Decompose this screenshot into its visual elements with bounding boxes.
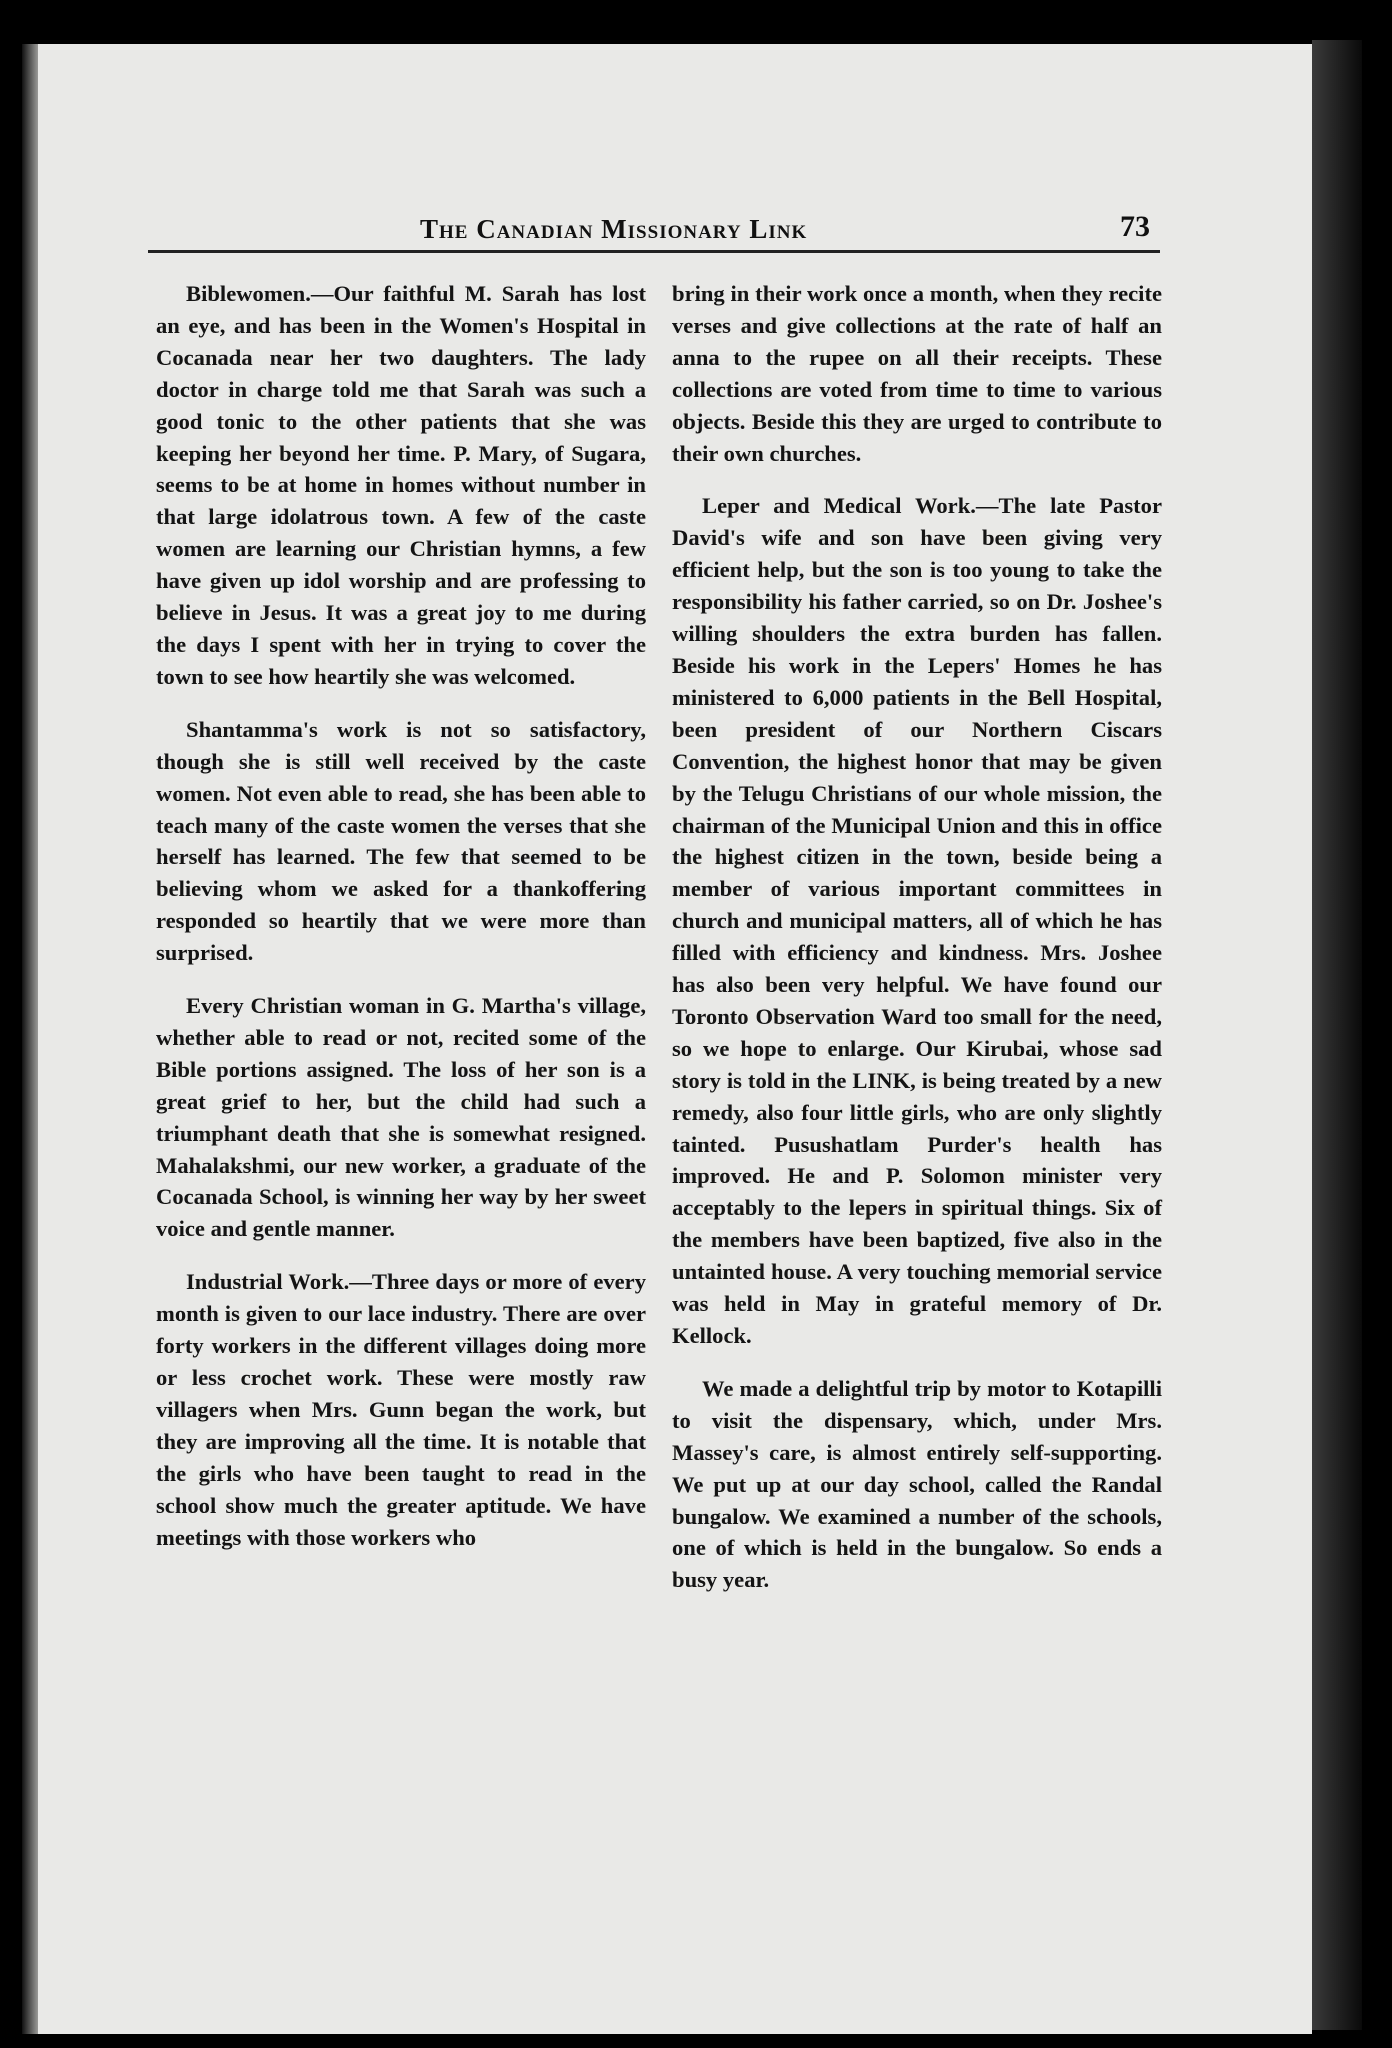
page-edge-band xyxy=(1312,40,1362,2030)
page-number: 73 xyxy=(1120,210,1150,243)
right-column xyxy=(672,278,1162,1617)
paragraph-shantamma: Shantamma's work is not so satisfactory, though she is still well received by the caste women. Not even able to read, she has been able to teach many of the caste women the verses that she herself has learned. The few that seemed to be believing whom we asked for a thankoffering responded so heartily that we were more than surprised. xyxy=(156,716,646,966)
paragraph-industrial-work: Industrial Work.—Three days or more of every month is given to our lace industry. There are over forty workers in the different villages doing more or less crochet work. These were mostly raw villagers when Mrs. Gunn began the work, but they are improving all the time. It is notable that the girls who have been taught to read in the school show much the greater aptitude. We have meetings with those workers who xyxy=(156,1269,646,1550)
page-header xyxy=(150,210,1160,250)
paragraph-leper-medical-work: Leper and Medical Work.—The late Pastor David's wife and son have been giving very efficient help, but the son is too young to take the responsibility his father carried, so on Dr. Joshee's willing shoulders the extra burden has fallen. Beside his work in the Lepers' Homes he has ministered to 6,000 patients in the Bell Hospital, been president of our Northern Ciscars Convention, the highest honor that may be given by the Telugu Christians of our whole mission, the chairman of the Municipal Union and this in office the highest citizen in the town, beside being a member of various important committees in church and municipal matters, all of which he has filled with efficiency and kindness. Mrs. Joshee has also been very helpful. We have found our Toronto Observation Ward too small for the need, so we hope to enlarge. Our Kirubai, whose sad story is told in the LINK, is being treated by a new remedy, also four little girls, who are only slightly tainted. Pusushatlam Purder's health has improved. He and P. Solomon minister very acceptably to the lepers in spiritual things. Six of the members have been baptized, five also in the untainted house. A very touching memorial service was held in May in grateful memory of Dr. Kellock. xyxy=(672,493,1162,1348)
left-column xyxy=(156,278,646,1574)
paragraph-martha-village: Every Christian woman in G. Martha's village, whether able to read or not, recited some of the Bible portions assigned. The loss of her son is a great grief to her, but the child had such a triumphant death that she is somewhat resigned. Mahalakshmi, our new worker, a graduate of the Cocanada School, is winning her way by her sweet voice and gentle manner. xyxy=(156,993,646,1242)
paragraph-biblewomen: Biblewomen.—Our faithful M. Sarah has lost an eye, and has been in the Women's Hospital in Cocanada near her two daughters. The lady doctor in charge told me that Sarah was such a good tonic to the other patients that she was keeping her beyond her time. P. Mary, of Sugara, seems to be at home in homes without number in that large idolatrous town. A few of the caste women are learning our Christian hymns, a few have given up idol worship and are professing to believe in Jesus. It was a great joy to me during the days I spent with her in trying to cover the town to see how heartily she was welcomed. xyxy=(156,281,646,689)
page-gutter-shadow xyxy=(22,44,38,2034)
header-rule xyxy=(148,250,1160,253)
running-title: The Canadian Missionary Link xyxy=(420,214,808,244)
paragraph-kotapilli-trip: We made a delightful trip by motor to Kotapilli to visit the dispensary, which, under Mrs. Massey's care, is almost entirely self-supporting. We put up at our day school, called the Randal bungalow. We examined a number of the schools, one of which is held in the bungalow. So ends a busy year. xyxy=(672,1375,1162,1593)
paragraph-continuation: bring in their work once a month, when they recite verses and give collections at the rate of half an anna to the rupee on all their receipts. These collections are voted from time to time to various objects. Beside this they are urged to contribute to their own churches. xyxy=(672,281,1162,466)
